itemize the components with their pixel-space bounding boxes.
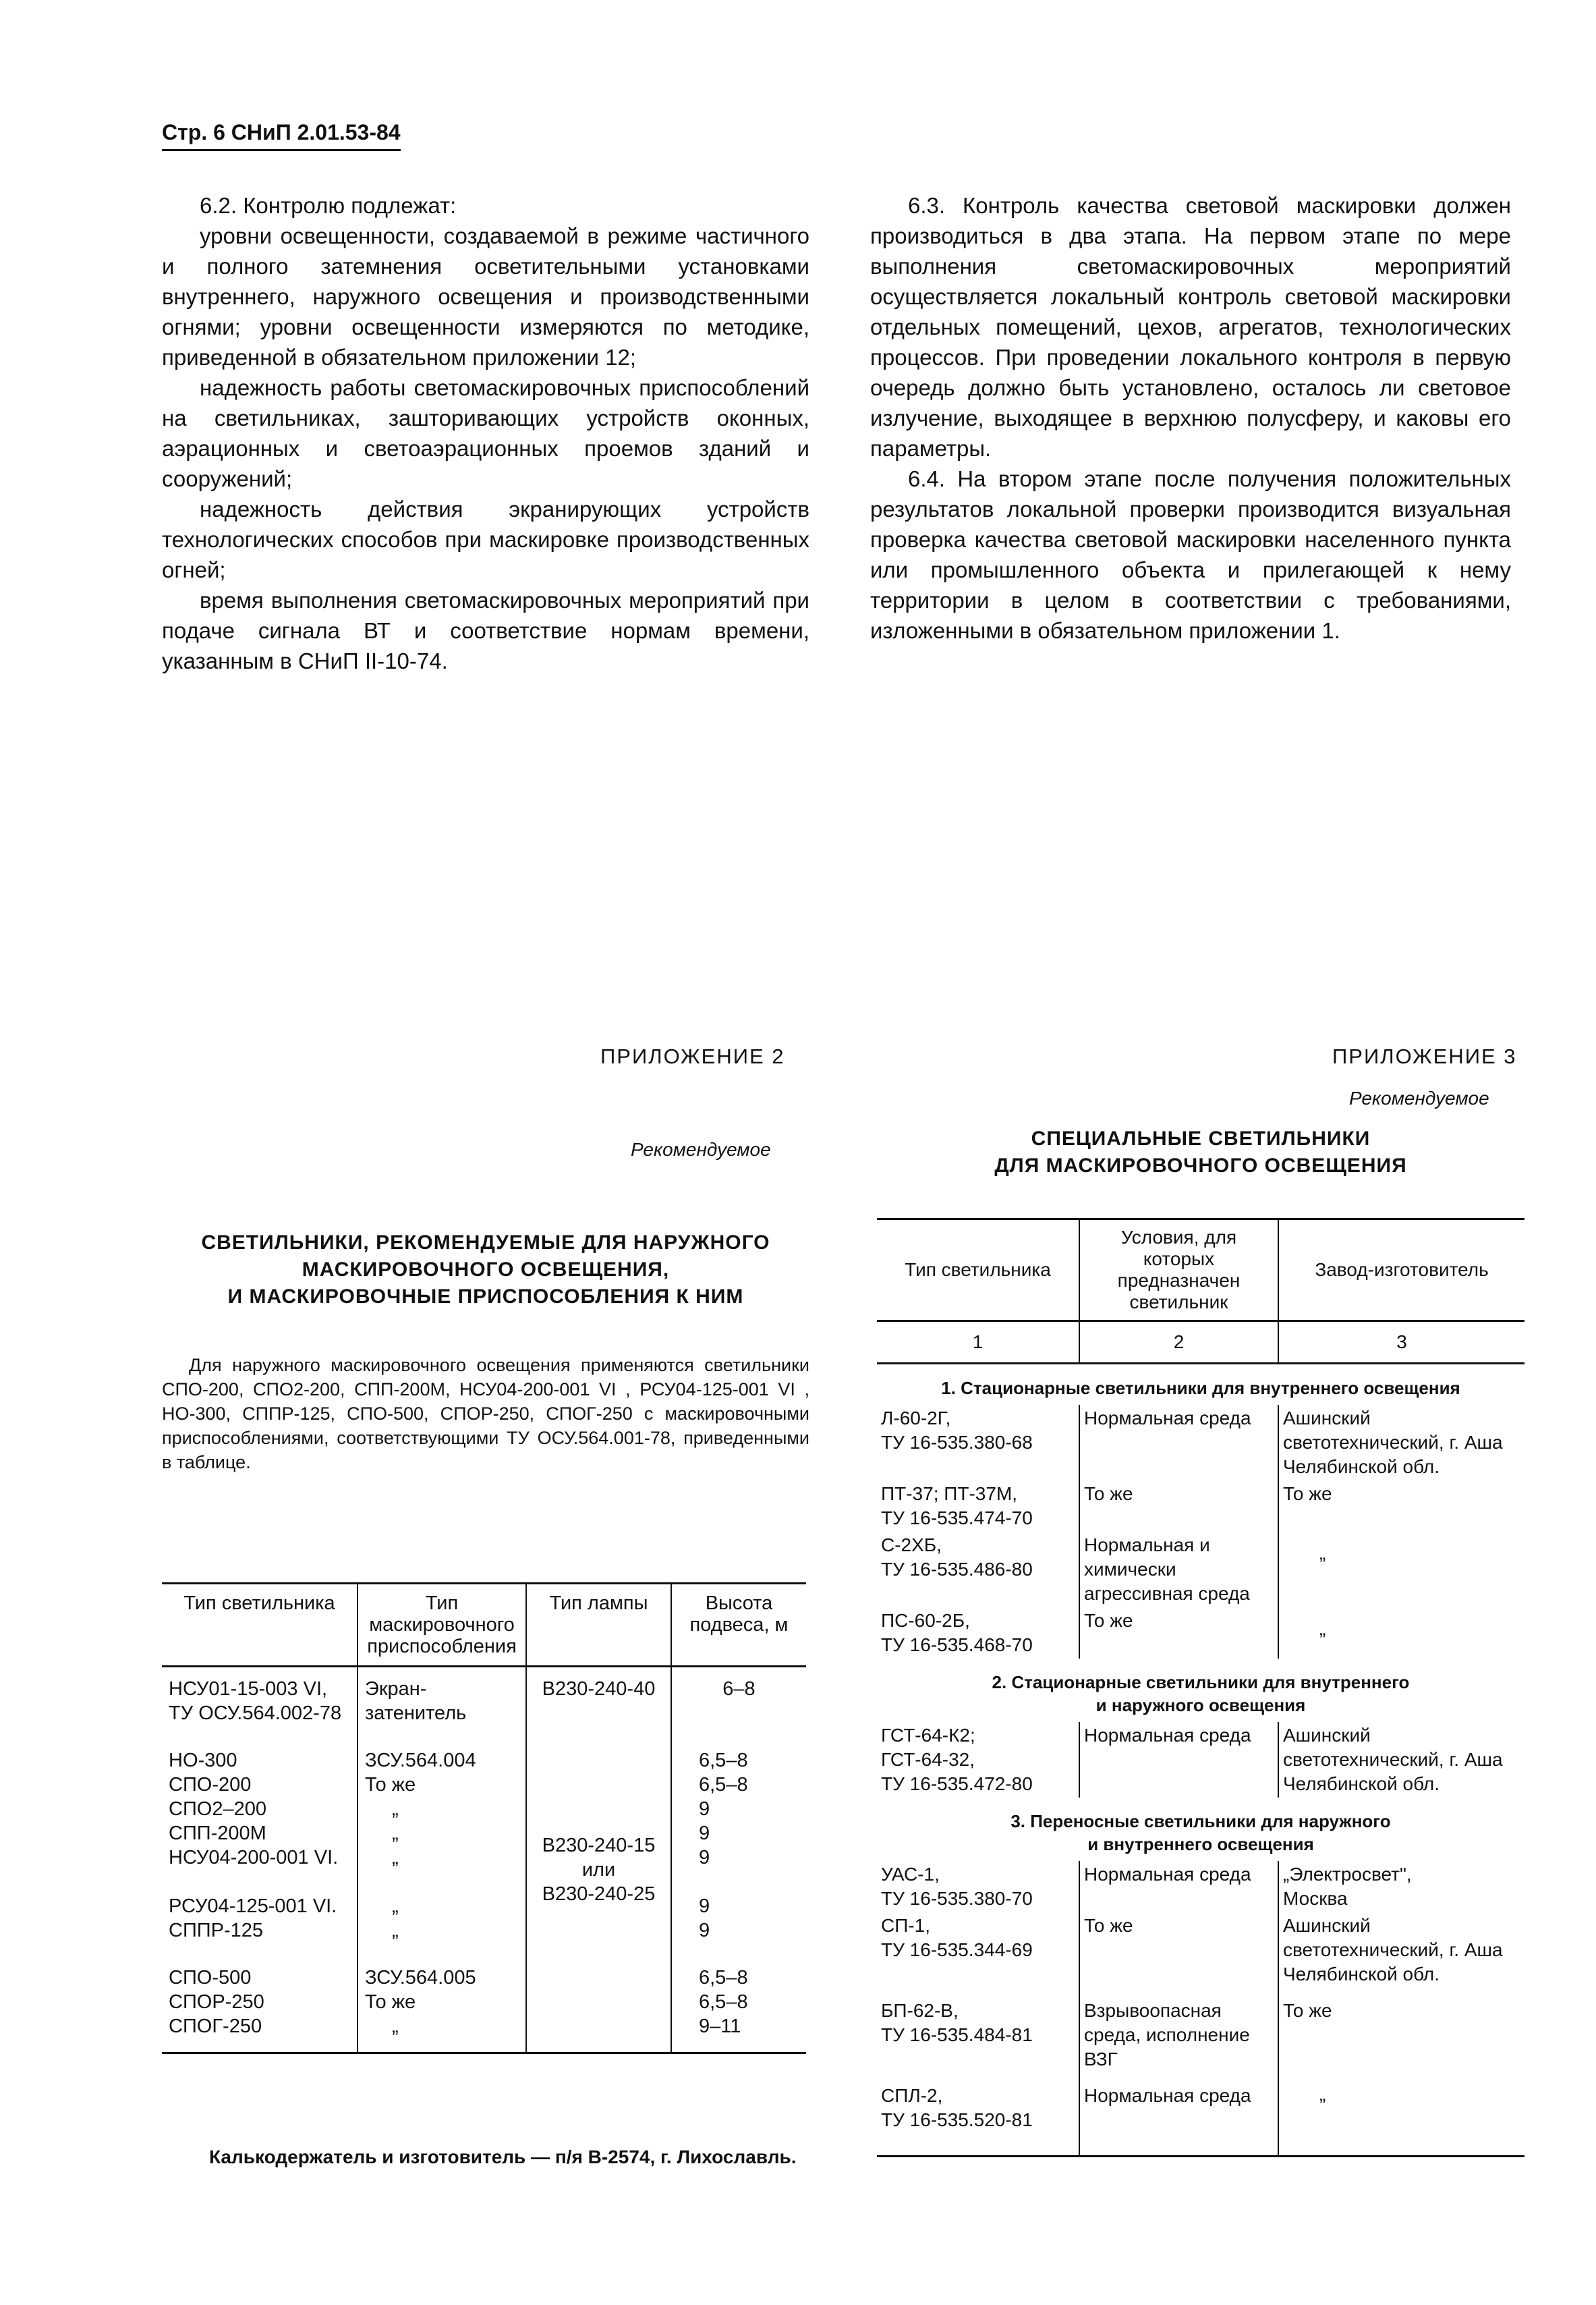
paragraph: 6.2. Контролю подлежат: [200,193,457,218]
paragraph: уровни освещенности, создаваемой в режиме частичного и полного затемнения осветительными установками внутреннего, наружного освещения и производственными огнями; уровни освещенности измеряются по методике, приведенной в обязательном приложении 12; [162,223,809,370]
table-row: НСУ01-15-003 VI, ТУ ОСУ.564.002-78 Экран-затенитель В230-240-40 6–8 [162,1667,806,1729]
appendix-2-intro: Для наружного маскировочного освещения применяются светильники СПО-200, СПО2-200, СПП-200М, НСУ04-200-001 VI , РСУ04-125-001 VI , НО-300, СППР-125, СПО-500, СПОР-250, СПОГ-250 с маскировочными приспособлениями, соответствующими ТУ ОСУ.564.001-78, приведенными в таблице. [162,1355,809,1472]
column-header: Тип светильника [183,1592,335,1614]
table-row: ГСТ-64-К2; ГСТ-64-32, ТУ 16-535.472-80 Нормальная среда Ашинский светотехнический, г. Аша Челябинской обл. [877,1722,1524,1798]
table-row: ПС-60-2Б, ТУ 16-535.468-70 То же „ [877,1607,1524,1659]
column-header: Условия, для которых предназначен светильник [1079,1219,1278,1321]
page-header: Стр. 6 СНиП 2.01.53-84 [162,120,401,151]
table-row: НО-300 СПО-200 СПО2–200 СПП-200М НСУ04-200-001 VI. РСУ04-125-001 VI. СППР-125 ЗСУ.564.004 То же „ „ „ „ „ В230-240-15 или В230-240-25 6,5–8 6,5–8 9 9 9 9 9 [162,1728,806,1945]
table-row: БП-62-В, ТУ 16-535.484-81 Взрывоопасная среда, исполнение ВЗГ То же [877,1988,1524,2073]
column-header: Тип светильника [905,1259,1051,1280]
column-header: Тип лампы [526,1584,671,1667]
section-title-row: 3. Переносные светильники для наружного и внутреннего освещения [1010,1811,1391,1854]
column-header: Завод-изготовитель [1278,1219,1524,1321]
appendix-3-status: Рекомендуемое [1349,1088,1489,1109]
appendix-2-label: ПРИЛОЖЕНИЕ 2 [600,1045,785,1068]
appendix-2-status: Рекомендуемое [631,1139,771,1160]
paragraph: 6.3. Контроль качества световой маскировки должен производиться в два этапа. На первом этапе по мере выполнения светомаскировочных мероприятий осуществляется локальный контроль световой маскировки отдельных помещений, цехов, агрегатов, технологических процессов. При проведении локального контроля в первую очередь должно быть установлено, осталось ли световое излучение, выходящее в верхнюю полусферу, и каковы его параметры. [870,193,1511,461]
table-header-row [162,1584,806,1667]
appendix-3-title: СПЕЦИАЛЬНЫЕ СВЕТИЛЬНИКИ ДЛЯ МАСКИРОВОЧНОГО ОСВЕЩЕНИЯ [994,1128,1407,1177]
section-6-3-6-4 [870,190,1511,646]
appendix-2-footnote: Калькодержатель и изготовитель — п/я В-2574, г. Лихославль. [209,2146,797,2167]
table-row: УАС-1, ТУ 16-535.380-70 Нормальная среда „Электросвет", Москва [877,1861,1524,1912]
table-row: Л-60-2Г, ТУ 16-535.380-68 Нормальная среда Ашинский светотехнический, г. Аша Челябинской обл. [877,1405,1524,1480]
table-row: С-2ХБ, ТУ 16-535.486-80 Нормальная и химически агрессивная среда „ [877,1532,1524,1607]
table-row: СПО-500 СПОР-250 СПОГ-250 ЗСУ.564.005 То же „ 6,5–8 6,5–8 9–11 [162,1945,806,2053]
paragraph: 6.4. На втором этапе после получения положительных результатов локальной проверки производится визуальная проверка качества световой маскировки населенного пункта или промышленного объекта и прилегающей к нему территории в целом в соответствии с требованиями, изложенными в обязательном приложении 1. [870,466,1511,643]
column-header: Высота подвеса, м [671,1584,806,1667]
table-row: СПЛ-2, ТУ 16-535.520-81 Нормальная среда „ [877,2073,1524,2157]
luminaires-table [162,1582,806,2054]
section-title-row: 2. Стационарные светильники для внутреннего и наружного освещения [992,1672,1410,1715]
table-row: СП-1, ТУ 16-535.344-69 То же Ашинский светотехнический, г. Аша Челябинской обл. [877,1912,1524,1988]
appendix-2-title: СВЕТИЛЬНИКИ, РЕКОМЕНДУЕМЫЕ ДЛЯ НАРУЖНОГО МАСКИРОВОЧНОГО ОСВЕЩЕНИЯ, И МАСКИРОВОЧНЫЕ ПРИСПОСОБЛЕНИЯ К НИМ [201,1231,770,1308]
appendix-3-label: ПРИЛОЖЕНИЕ 3 [1332,1045,1517,1068]
column-header: Тип маскировочного приспособления [358,1584,526,1667]
column-number-row: 1 2 3 [877,1321,1524,1364]
table-row: ПТ-37; ПТ-37М, ТУ 16-535.474-70 То же То же [877,1480,1524,1532]
paragraph: надежность действия экранирующих устройств технологических способов при маскировке производственных огней; [162,497,809,582]
special-luminaires-table [877,1218,1524,2157]
paragraph: надежность работы светомаскировочных приспособлений на светильниках, зашторивающих устройств оконных, аэрационных и светоаэрационных проемов зданий и сооружений; [162,375,809,491]
section-title-row: 1. Стационарные светильники для внутреннего освещения [941,1378,1460,1398]
table-header-row [877,1219,1524,1321]
section-6-2 [162,190,809,676]
paragraph: время выполнения светомаскировочных мероприятий при подаче сигнала ВТ и соответствие нормам времени, указанным в СНиП II-10-74. [162,588,809,673]
